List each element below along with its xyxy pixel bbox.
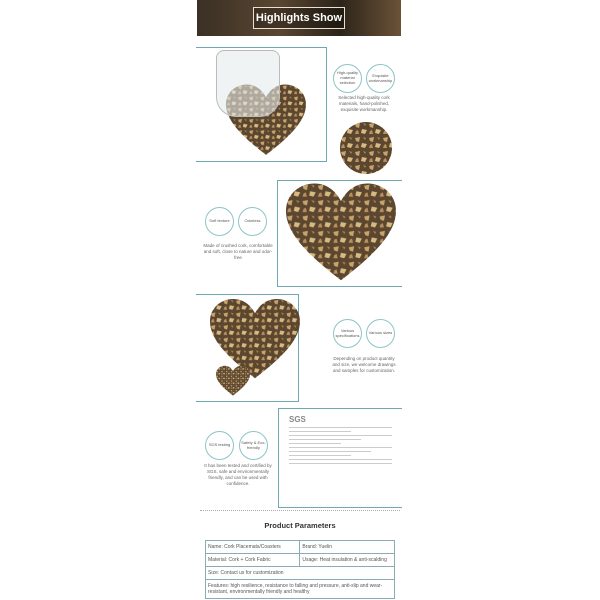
param-features: Features: high resilience, resistance to falling and pressure, anti-slip and wear-resistant, environmentally friendly and healthy [206, 580, 395, 599]
param-size: Size: Contact us for customization [206, 567, 395, 580]
heart-coaster-sizes-photo [196, 294, 299, 402]
param-brand: Brand: Yuelin [300, 541, 395, 554]
param-material: Material: Cork + Cork Fabric [206, 554, 300, 567]
feature-description: Depending on product quantity and size, we welcome drawings and samples for customization. [332, 356, 396, 374]
sgs-certificate-image [278, 408, 402, 508]
section-title: Highlights Show [253, 7, 345, 29]
feature-description: Selected high-quality cork materials, hand-polished, exquisite workmanship. [338, 95, 390, 113]
parameters-title: Product Parameters [264, 521, 336, 530]
feature-badge: Various specifications [333, 319, 362, 348]
feature-badge: Exquisite workmanship [366, 64, 395, 93]
param-name: Name: Cork Placemats/Coasters [206, 541, 300, 554]
feature-badge: SGS testing [205, 431, 234, 460]
parameters-table [205, 540, 395, 599]
cork-closeup-image [340, 122, 392, 174]
param-usage: Usage: Heat insulation & anti-scalding [300, 554, 395, 567]
product-parameters [200, 510, 400, 595]
sgs-logo: SGS [289, 415, 306, 424]
feature-badge: Various sizes [366, 319, 395, 348]
feature-description: It has been tested and certified by SGS, safe and environmentally friendly, and can be used with confidence. [204, 463, 272, 487]
feature-badge: Safety & Eco-friendly [239, 431, 268, 460]
glass-cup-image [216, 50, 280, 117]
feature-description: Made of crushed cork, comfortable and soft, close to nature and odor-free [203, 243, 273, 261]
feature-badge: High-quality material selection [333, 64, 362, 93]
feature-badge: Soft texture [205, 207, 234, 236]
coaster-photo [196, 47, 327, 162]
feature-badge: Odorless [238, 207, 267, 236]
heart-coaster-photo [277, 180, 402, 287]
